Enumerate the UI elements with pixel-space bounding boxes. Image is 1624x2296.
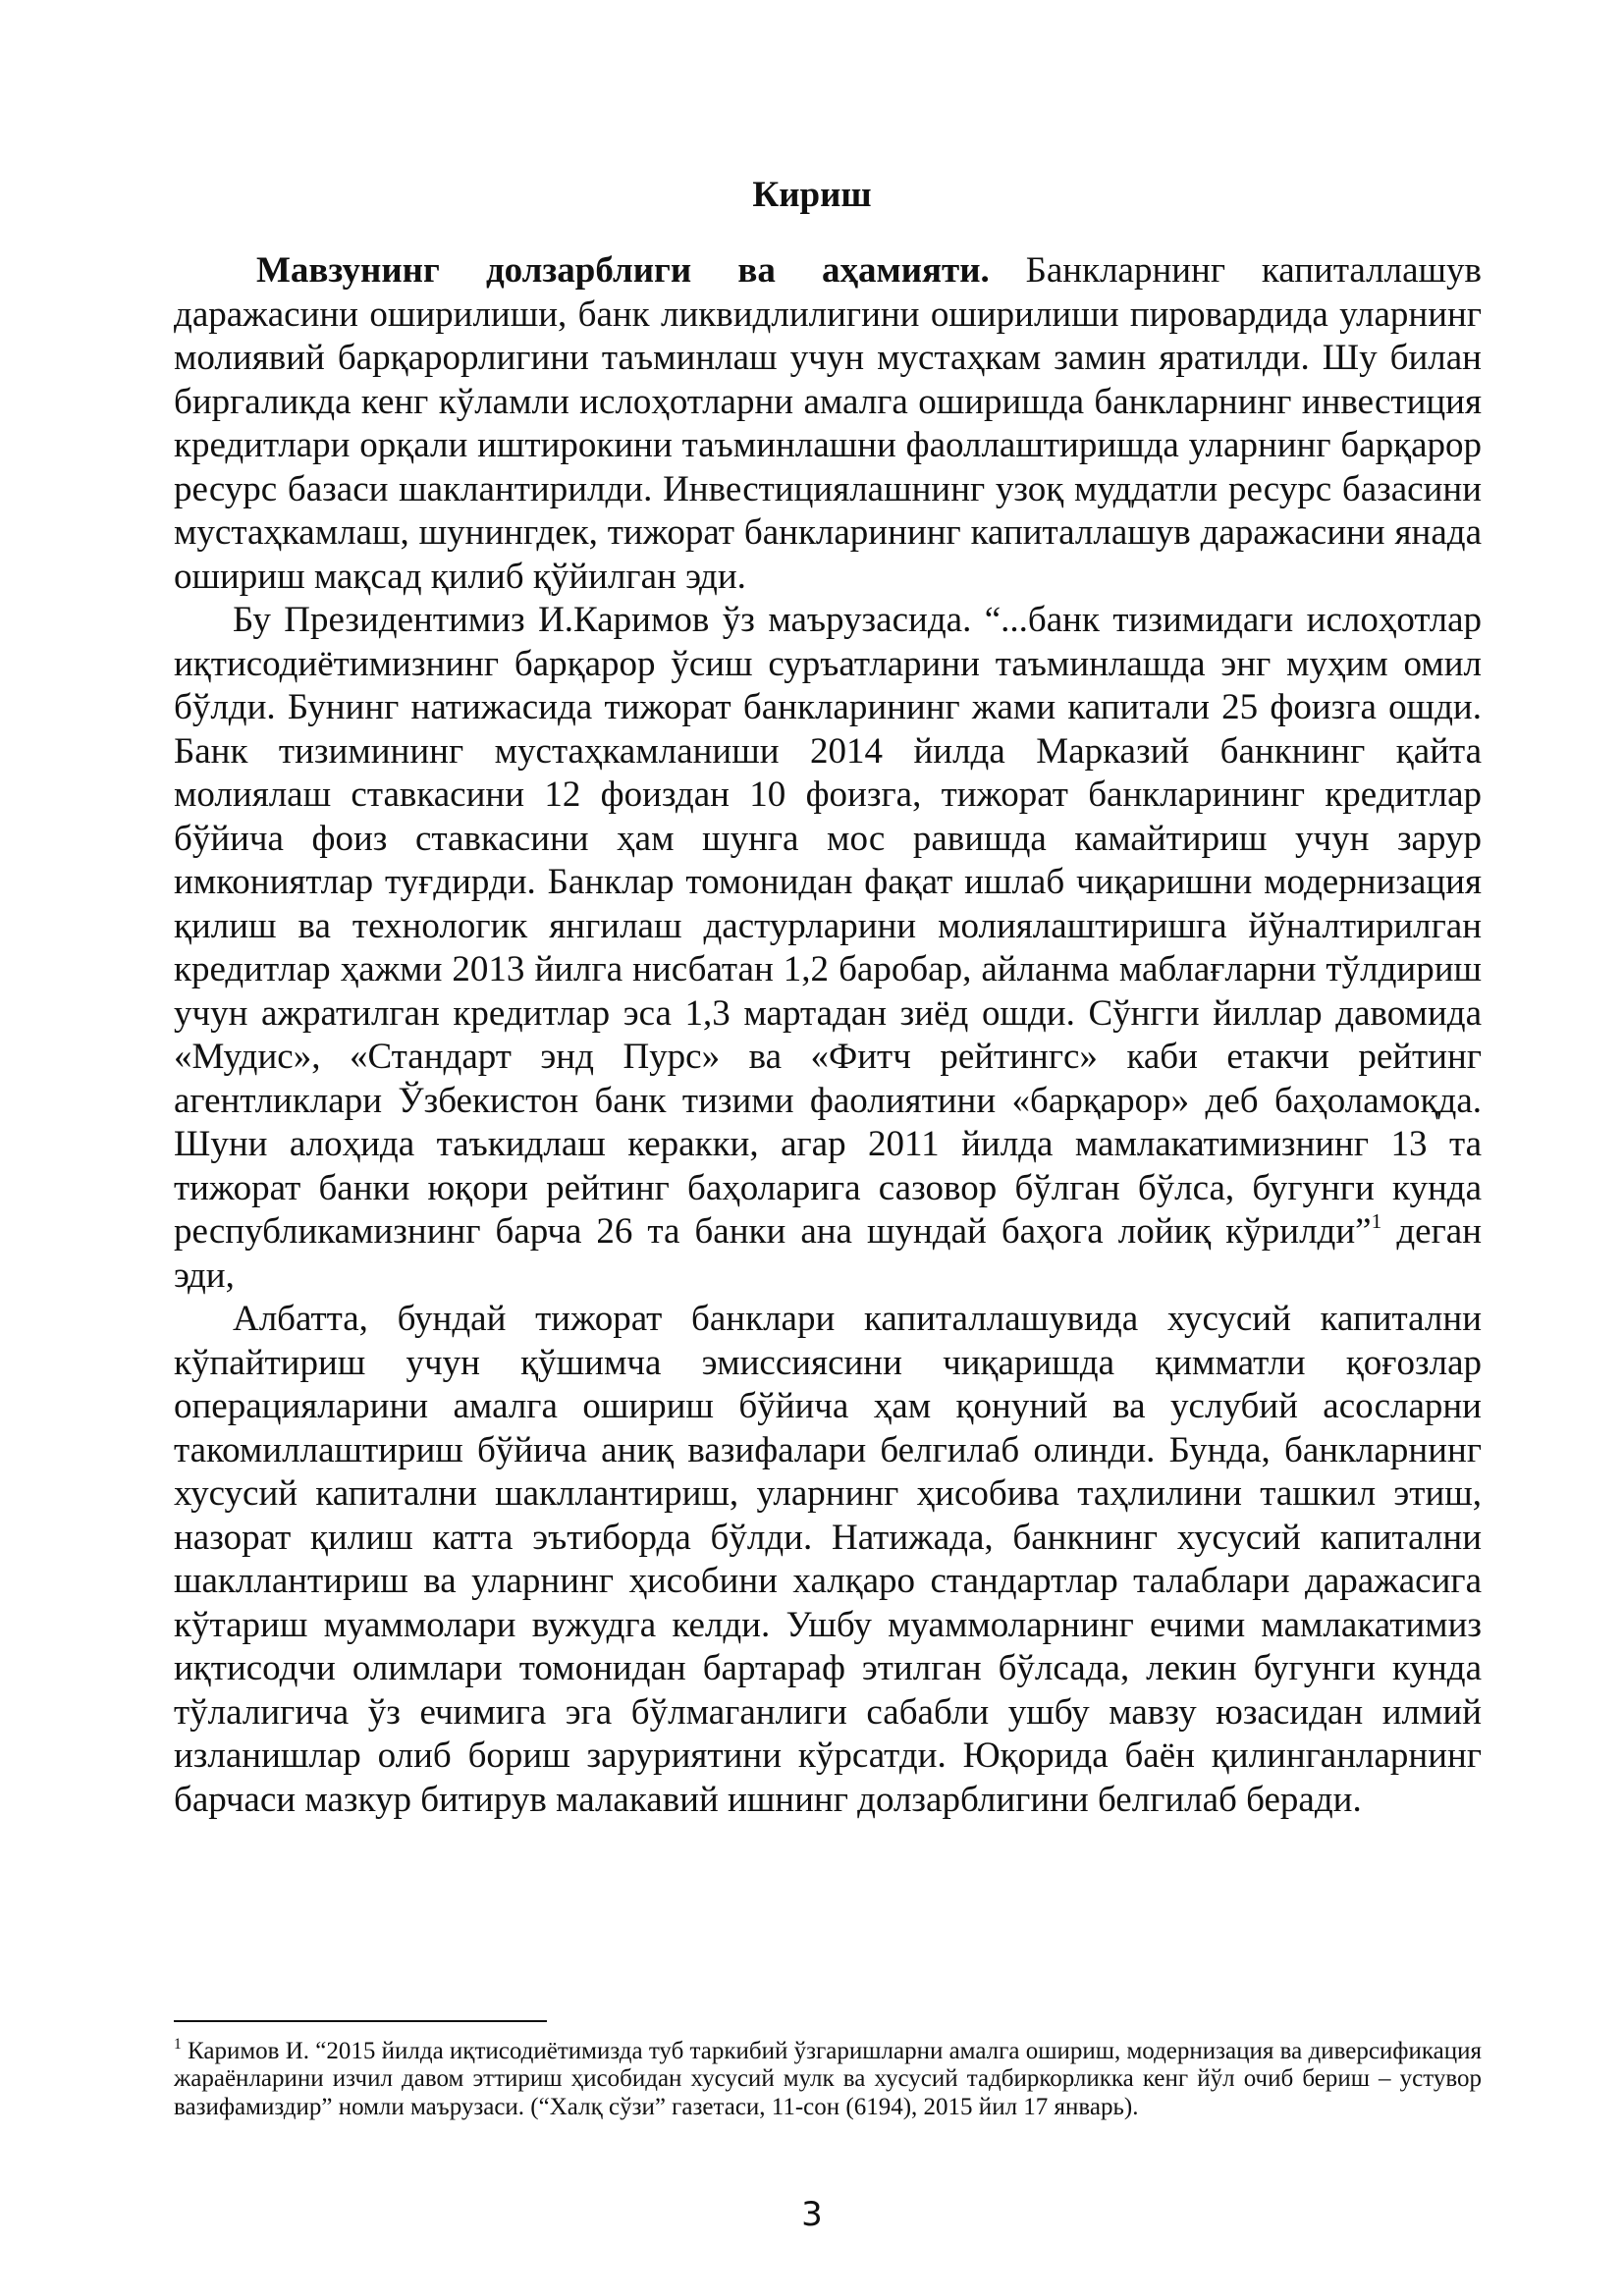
footnote	[174, 2035, 1482, 2121]
paragraph-relevance	[174, 249, 1482, 599]
page-number: 3	[801, 2195, 823, 2234]
footnote-divider	[174, 2020, 547, 2022]
document-body	[174, 249, 1482, 1822]
paragraph-president-quote	[174, 599, 1482, 1298]
page-title: Кириш	[752, 175, 872, 215]
paragraph-president-quote-tail: деган эди,	[174, 1211, 1482, 1296]
paragraph-president-quote-text: Бу Президентимиз И.Каримов ўз маърузасида. “...банк тизимидаги ислоҳотлар иқтисодиётимизнинг барқарор ўсиш суръатларини таъминлашда энг муҳим омил бўлди. Бунинг натижасида тижорат банкларининг жами капитали 25 фоизга ошди. Банк тизимининг мустаҳкамланиши 2014 йилда Марказий банкнинг қайта молиялаш ставкасини 12 фоиздан 10 фоизга, тижорат банкларининг кредитлар бўйича фоиз ставкасини ҳам шунга мос равишда камайтириш учун зарур имкониятлар туғдирди. Банклар томонидан фақат ишлаб чиқаришни модернизация қилиш ва технологик янгилаш дастурларини молиялаштиришга йўналтирилган кредитлар ҳажми 2013 йилга нисбатан 1,2 баробар, айланма маблағларни тўлдириш учун ажратилган кредитлар эса 1,3 мартадан зиёд ошди. Сўнгги йиллар давомида «Мудис», «Стандарт энд Пурс» ва «Фитч рейтингс» каби етакчи рейтинг агентликлари Ўзбекистон банк тизими фаолиятини «барқарор» деб баҳоламоқда. Шуни алоҳида таъкидлаш керакки, агар 2011 йилда мамлакатимизнинг 13 та тижорат банки юқори рейтинг баҳоларига сазовор бўлган бўлса, бугунги кунда республикамизнинг барча 26 та банки ана шундай баҳога лойиқ кўрилди”	[174, 600, 1482, 1252]
paragraph-capitalization: Албатта, бундай тижорат банклари капиталлашувида хусусий капитални кўпайтириш учун қўшимча эмиссиясини чиқаришда қимматли қоғозлар операцияларини амалга ошириш бўйича ҳам қонуний ва услубий асосларни такомиллаштириш бўйича аниқ вазифалари белгилаб олинди. Бунда, банкларнинг хусусий капитални шакллантириш, уларнинг ҳисобива таҳлилини ташкил этиш, назорат қилиш катта эътиборда бўлди. Натижада, банкнинг хусусий капитални шакллантириш ва уларнинг ҳисобини халқаро стандартлар талаблари даражасига кўтариш муаммолари вужудга келди. Ушбу муаммоларнинг ечими мамлакатимиз иқтисодчи олимлари томонидан бартараф этилган бўлсада, лекин бугунги кунда тўлалигича ўз ечимига эга бўлмаганлиги сабабли ушбу мавзу юзасидан илмий изланишлар олиб бориш заруриятини кўрсатди. Юқорида баён қилинганларнинг барчаси мазкур битирув малакавий ишнинг долзарблигини белгилаб беради.	[174, 1299, 1482, 1820]
footnote-text: Каримов И. “2015 йилда иқтисодиётимизда туб таркибий ўзгаришларни амалга ошириш, модернизация ва диверсификация жараёнларини изчил давом эттириш ҳисобидан хусусий мулк ва хусусий тадбиркорликка кенг йўл очиб бериш – устувор вазифамиздир” номли маърузаси. (“Халқ сўзи” газетаси, 11-сон (6194), 2015 йил 17 январь).	[174, 2038, 1482, 2120]
paragraph-relevance-text: Банкларнинг капиталлашув даражасини оширилиши, банк ликвидлилигини оширилиши пировардида уларнинг молиявий барқарорлигини таъминлаш учун мустаҳкам замин яратилди. Шу билан биргаликда кенг кўламли ислоҳотларни амалга оширишда банкларнинг инвестиция кредитлари орқали иштирокини таъминлашни фаоллаштиришда уларнинг барқарор ресурс базаси шаклантирилди. Инвестициялашнинг узоқ муддатли ресурс базасини мустаҳкамлаш, шунингдек, тижорат банкларининг капиталлашув даражасини янада ошириш мақсад қилиб қўйилган эди.	[174, 250, 1482, 597]
footnote-number: 1	[174, 2035, 182, 2053]
section-lead-heading: Мавзунинг долзарблиги ва аҳамияти.	[256, 250, 990, 291]
footnote-reference[interactable]: 1	[1371, 1208, 1382, 1233]
